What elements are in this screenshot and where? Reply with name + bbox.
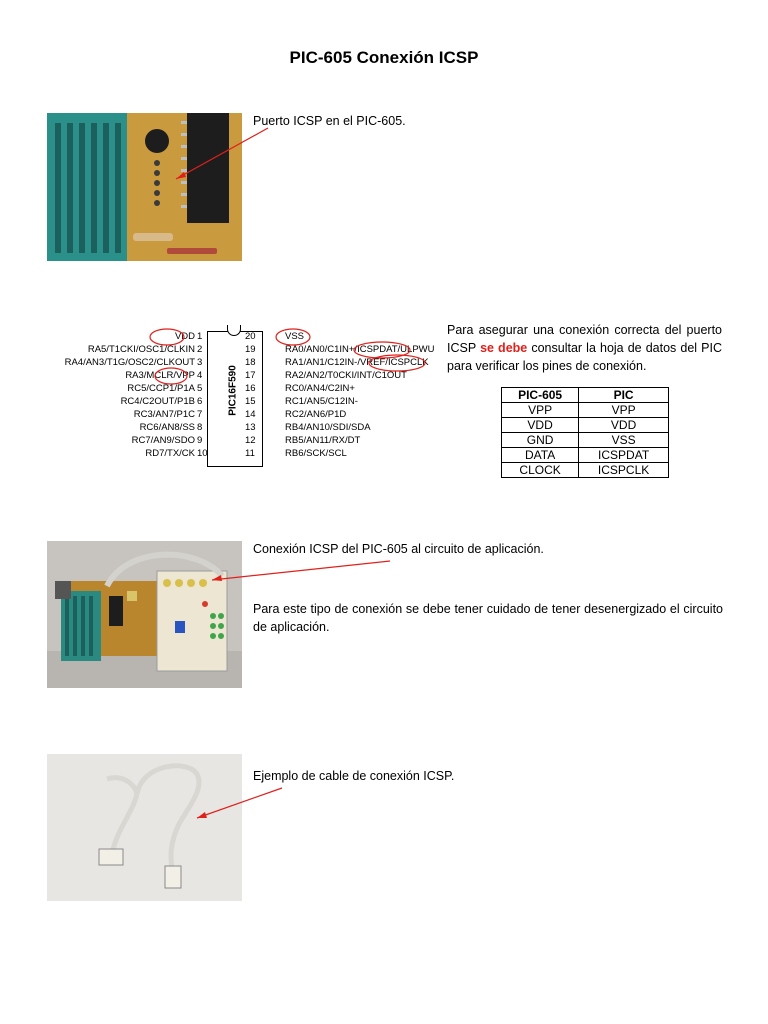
pin-label: RC6/AN8/SS [139, 422, 195, 433]
pinout-diagram [45, 325, 440, 470]
application-note: Para este tipo de conexión se debe tener cuidado de tener desenergizado el circuito de aplicación. [253, 602, 723, 634]
table-cell: VSS [579, 433, 669, 448]
pin-label: RD7/TX/CK [145, 448, 195, 459]
pin-number: 16 [245, 383, 256, 394]
table-header: PIC [579, 388, 669, 403]
pin-number: 9 [197, 435, 203, 446]
pin-label: RC3/AN7/P1C [133, 409, 195, 420]
datasheet-paragraph [447, 321, 722, 375]
pin-number: 10 [197, 448, 208, 459]
table-cell: VPP [502, 403, 579, 418]
table-cell: DATA [502, 448, 579, 463]
pin-number: 15 [245, 396, 256, 407]
table-cell: VDD [579, 418, 669, 433]
pin-label: VDD [174, 331, 195, 342]
pin-number: 20 [245, 331, 256, 342]
table-row [502, 418, 669, 433]
pin-label: VSS [285, 331, 305, 342]
application-circuit-photo [47, 541, 242, 688]
pin-number: 5 [197, 383, 203, 394]
chip-name: PIC16F590 [227, 365, 239, 416]
table-cell: CLOCK [502, 463, 579, 478]
table-cell: VDD [502, 418, 579, 433]
pin-number: 1 [197, 331, 203, 342]
pin-mapping-table [501, 387, 669, 478]
pin-label: RC2/AN6/P1D [285, 409, 347, 420]
paragraph-text: consultar la hoja de datos del PIC para verificar los pines de conexión. [447, 341, 723, 373]
pin-label: RC0/AN4/C2IN+ [285, 383, 355, 394]
table-cell: ICSPDAT [579, 448, 669, 463]
pin-label: RC1/AN5/C12IN- [285, 396, 358, 407]
pin-label: RA2/AN2/T0CKI/INT/C1OUT [285, 370, 407, 381]
pin-label: RB6/SCK/SCL [285, 448, 347, 459]
table-row [502, 433, 669, 448]
pin-number: 18 [245, 357, 256, 368]
pin-number: 4 [197, 370, 203, 381]
icsp-port-caption: Puerto ICSP en el PIC-605. [253, 114, 406, 128]
pin-number: 3 [197, 357, 203, 368]
pin-number: 8 [197, 422, 203, 433]
cable-caption: Ejemplo de cable de conexión ICSP. [253, 769, 455, 783]
pin-label: RA5/T1CKI/OSC1/CLKIN [87, 344, 195, 355]
table-cell: ICSPCLK [579, 463, 669, 478]
page-title: PIC-605 Conexión ICSP [289, 48, 479, 67]
highlight-text: se debe [480, 341, 528, 355]
pin-number: 2 [197, 344, 203, 355]
table-row [502, 463, 669, 478]
table-header: PIC-605 [502, 388, 579, 403]
pin-label: RA1/AN1/C12IN-/VREF/ICSPCLK [285, 357, 429, 368]
pin-number: 13 [245, 422, 256, 433]
pin-number: 7 [197, 409, 203, 420]
pin-number: 6 [197, 396, 203, 407]
pin-number: 14 [245, 409, 256, 420]
pin-number: 17 [245, 370, 256, 381]
pin-label: RA4/AN3/T1G/OSC2/CLKOUT [64, 357, 195, 368]
pin-label: RC4/C2OUT/P1B [120, 396, 195, 407]
table-row [502, 448, 669, 463]
pin-number: 19 [245, 344, 256, 355]
pin-number: 12 [245, 435, 256, 446]
pin-label: RC5/CCP1/P1A [127, 383, 195, 394]
table-cell: VPP [579, 403, 669, 418]
pin-label: RA3/MCLR/VPP [125, 370, 195, 381]
pin-label: RA0/AN0/C1IN+/ICSPDAT/ULPWU [285, 344, 435, 355]
pin-number: 11 [245, 448, 255, 459]
cable-photo [47, 754, 242, 901]
table-cell: GND [502, 433, 579, 448]
pin-label: RB4/AN10/SDI/SDA [285, 422, 371, 433]
pin-label: RB5/AN11/RX/DT [285, 435, 361, 446]
highlight-circles [45, 325, 440, 470]
table-header-row [502, 388, 669, 403]
application-caption: Conexión ICSP del PIC-605 al circuito de aplicación. [253, 542, 544, 556]
icsp-port-photo [47, 113, 242, 261]
table-row [502, 403, 669, 418]
paragraph-text: Para asegurar una conexión correcta del puerto ICSP [447, 323, 722, 355]
pin-label: RC7/AN9/SDO [131, 435, 195, 446]
